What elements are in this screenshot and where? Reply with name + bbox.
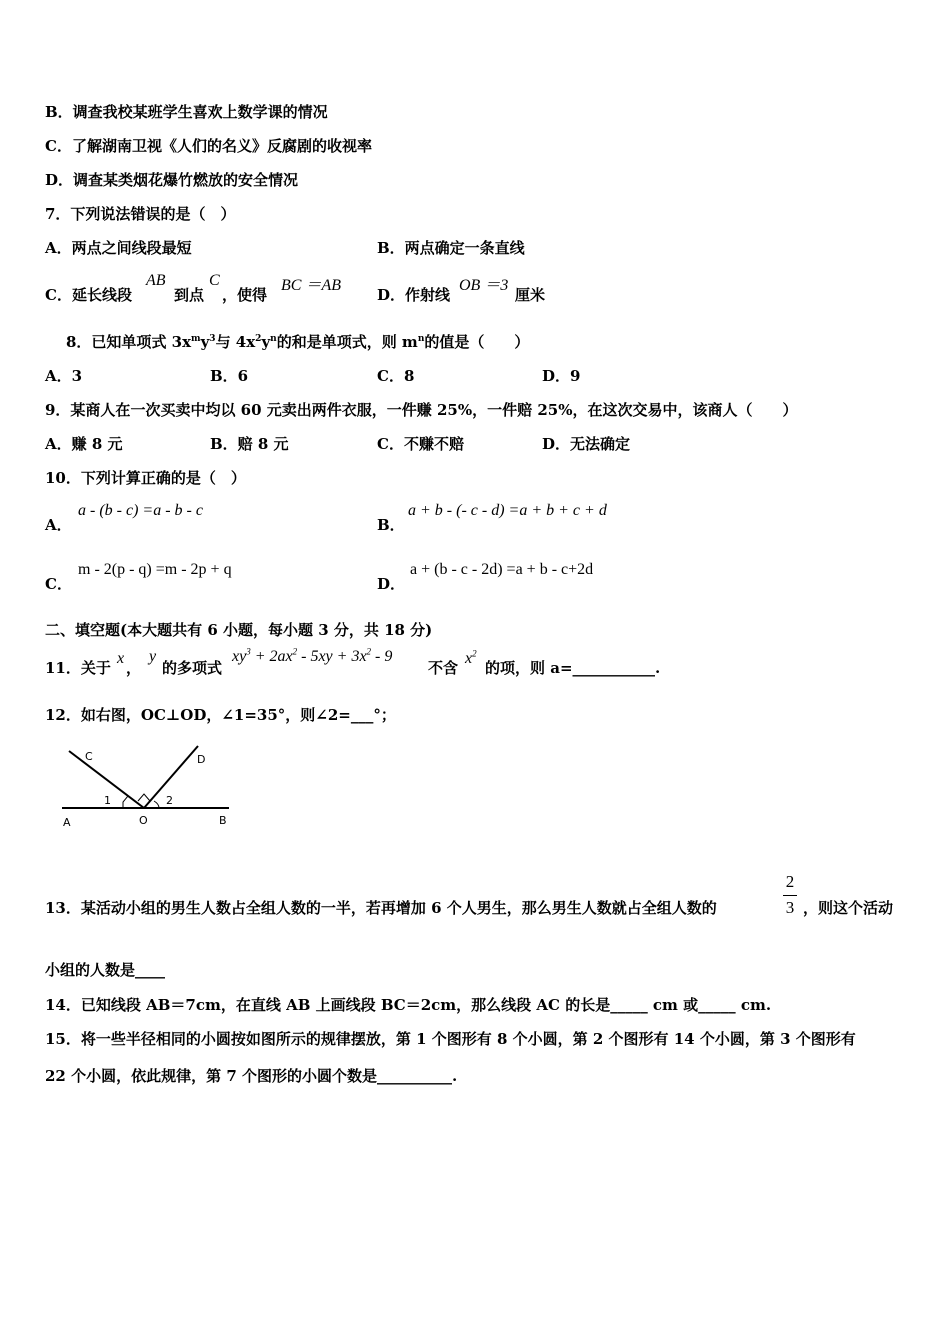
q10-option-a-expr: a - (b - c) =a - b - c	[78, 502, 203, 519]
q10-option-b-label: B．	[377, 516, 405, 534]
q10-option-b-expr: a + b - (- c - d) =a + b + c + d	[408, 502, 607, 519]
q14-stem: 14．已知线段 AB＝7cm，在直线 AB 上画线段 BC＝2cm，那么线段 AC 的长是_____ cm 或_____ cm.	[45, 996, 772, 1014]
q10-option-d-label: D．	[377, 575, 406, 593]
q13-fraction-denominator: 3	[785, 898, 795, 917]
q6-option-c: C．了解湖南卫视《人们的名义》反腐剧的收视率	[45, 137, 372, 155]
q11-comma: ，	[126, 659, 142, 677]
q13-line-1: 13．某活动小组的男生人数占全组人数的一半，若再增加 6 个人男生，那么男生人数就占全组人数的	[45, 899, 717, 917]
q9-stem: 9．某商人在一次买卖中均以 60 元卖出两件衣服，一件赚 25%，一件赔 25%，在这次交易中，该商人（ ）	[45, 401, 798, 419]
q7-option-c-math-ab: AB	[146, 272, 166, 289]
q9-option-b: B．赔 8 元	[210, 435, 289, 453]
q9-option-c: C．不赚不赔	[377, 435, 464, 453]
q7-option-c-mid: 到点	[174, 286, 205, 304]
label-b: B	[219, 814, 227, 827]
angle-1-arc	[123, 796, 128, 808]
q10-option-c-expr: m - 2(p - q) =m - 2p + q	[78, 561, 232, 578]
q8-option-d: D．9	[542, 367, 581, 385]
q10-option-a-label: A．	[45, 516, 72, 534]
q10-option-d-expr: a + (b - c - 2d) =a + b - c+2d	[410, 561, 594, 578]
q7-option-c-math-eq: BC ＝AB	[281, 277, 341, 294]
q7-option-c-math-c: C	[209, 272, 220, 289]
q7-option-c-prefix: C．延长线段	[45, 286, 132, 304]
q11-mid: 的多项式	[162, 659, 223, 677]
label-a: A	[63, 816, 71, 829]
right-angle-mark	[138, 794, 150, 801]
q10-option-c-label: C．	[45, 575, 72, 593]
q11-not-contain: 不含	[428, 659, 459, 677]
q9-option-d: D．无法确定	[542, 435, 631, 453]
label-angle-1: 1	[104, 794, 111, 807]
q7-stem: 7．下列说法错误的是（ ）	[45, 205, 236, 223]
q11-term: $x^2$	[465, 648, 477, 667]
label-c: C	[85, 750, 93, 763]
q9-option-a: A．赚 8 元	[45, 435, 123, 453]
q6-option-d: D．调查某类烟花爆竹燃放的安全情况	[45, 171, 299, 189]
q7-option-c-mid2: ，使得	[222, 286, 268, 304]
q12-stem: 12．如右图，OC⊥OD，∠1=35°，则∠2=___°；	[45, 706, 396, 724]
q11-var-x: x	[117, 650, 125, 667]
angle-2-arc	[154, 801, 159, 808]
q7-option-d-suffix: 厘米	[515, 286, 546, 304]
section-2-heading: 二、填空题(本大题共有 6 小题，每小题 3 分，共 18 分)	[45, 621, 433, 639]
q8-option-a: A．3	[45, 367, 83, 385]
q7-option-b: B．两点确定一条直线	[377, 239, 525, 257]
q15-line-1: 15．将一些半径相同的小圆按如图所示的规律摆放，第 1 个图形有 8 个小圆，第 2 个图形有 14 个小圆，第 3 个图形有	[45, 1030, 856, 1048]
q10-stem: 10．下列计算正确的是（ ）	[45, 469, 246, 487]
q7-option-d-math: OB ＝3	[459, 277, 509, 294]
q15-line-2: 22 个小圆，依此规律，第 7 个图形的小圆个数是__________.	[45, 1067, 458, 1085]
label-d: D	[197, 753, 206, 766]
q11-suffix: 的项，则 a=___________.	[485, 659, 661, 677]
label-o: O	[139, 814, 148, 827]
q13-line-1-end: ，则这个活动	[803, 899, 894, 917]
q7-option-d-prefix: D．作射线	[377, 286, 451, 304]
q11-prefix: 11．关于	[45, 659, 111, 677]
q13-fraction-bar	[783, 895, 797, 896]
q8-stem: 8．已知单项式 $3x^my^3$与 $4x^2y^n$的和是单项式，则 $m^n$的值是（ ）	[66, 333, 530, 351]
q12-angle-figure	[55, 740, 245, 832]
q8-option-b: B．6	[210, 367, 249, 385]
q11-var-y: y	[149, 648, 157, 665]
q8-option-c: C．8	[377, 367, 415, 385]
label-angle-2: 2	[166, 794, 173, 807]
q7-option-a: A．两点之间线段最短	[45, 239, 192, 257]
q13-line-2: 小组的人数是____	[45, 961, 166, 979]
q11-polynomial: $xy^3 + 2ax^2 - 5xy + 3x^2 - 9$	[232, 646, 393, 665]
q6-option-b: B．调查我校某班学生喜欢上数学课的情况	[45, 103, 328, 121]
q13-fraction-numerator: 2	[785, 872, 795, 891]
